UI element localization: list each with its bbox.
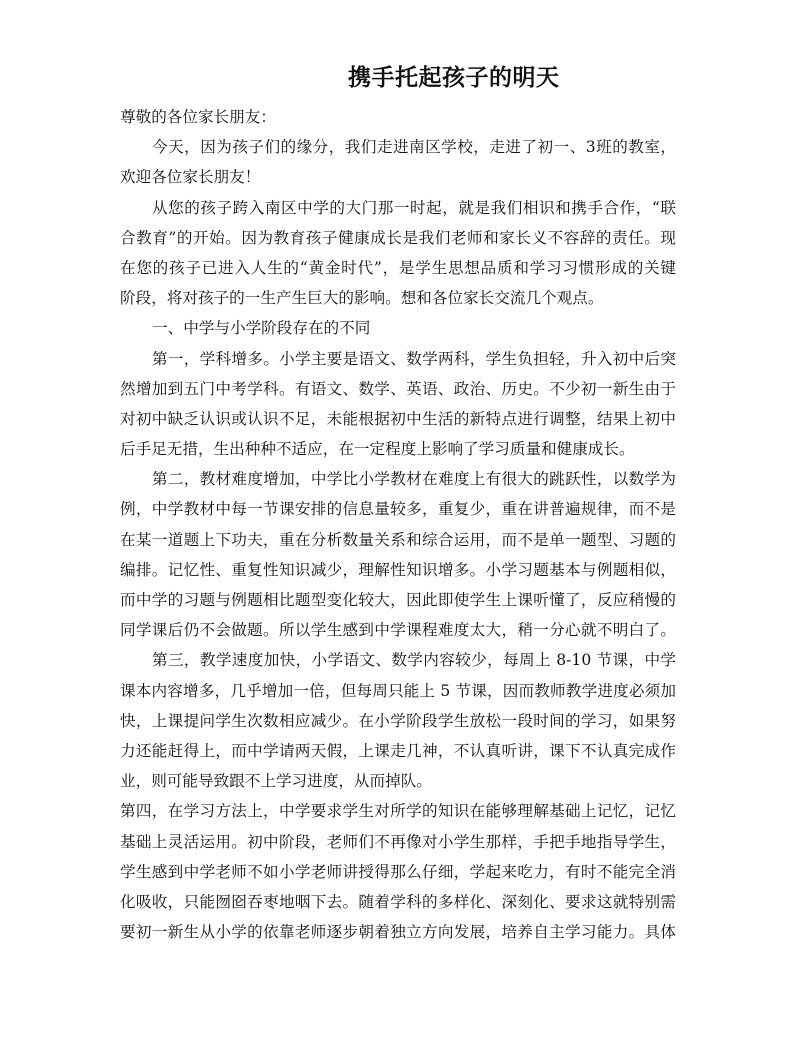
text-line: 然增加到五门中考学科。有语文、数学、英语、政治、历史。不少初一新生由于 [120, 379, 676, 398]
text-line: 要初一新生从小学的依靠老师逐步朝着独立方向发展，培养自主学习能力。具体 [120, 923, 676, 942]
text-line: 课本内容增多，几乎增加一倍，但每周只能上 5 节课，因而教师教学进度必须加 [120, 681, 676, 700]
text-line: 快，上课提问学生次数相应减少。在小学阶段学生放松一段时间的学习，如果努 [120, 711, 676, 730]
text-line: 编排。记忆性、重复性知识减少，理解性知识增多。小学习题基本与例题相似， [120, 560, 676, 579]
document-page [120, 60, 676, 947]
text-line: 阶段，将对孩子的一生产生巨大的影响。想和各位家长交流几个观点。 [120, 289, 604, 308]
text-line: 第三，教学速度加快，小学语文、数学内容较少，每周上 8-10 节课，中学 [152, 651, 676, 670]
text-line: 在某一道题上下功夫，重在分析数量关系和综合运用，而不是单一题型、习题的 [120, 530, 676, 549]
text-line: 第二，教材难度增加，中学比小学教材在难度上有很大的跳跃性，以数学为 [152, 470, 676, 489]
text-line: 基础上灵活运用。初中阶段，老师们不再像对小学生那样，手把手地指导学生， [120, 832, 676, 851]
text-line: 从您的孩子跨入南区中学的大门那一时起，就是我们相识和携手合作，“联 [152, 198, 676, 217]
page-title: 携手托起孩子的明天 [348, 64, 560, 91]
text-line: 业，则可能导致跟不上学习进度，从而掉队。 [120, 772, 432, 791]
text-line: 化吸收，只能囫囵吞枣地咽下去。随着学科的多样化、深刻化、要求这就特别需 [120, 892, 676, 911]
text-line: 一、中学与小学阶段存在的不同 [152, 319, 371, 338]
text-line: 同学课后仍不会做题。所以学生感到中学课程难度太大，稍一分心就不明白了。 [120, 621, 676, 640]
text-line: 合教育”的开始。因为教育孩子健康成长是我们老师和家长义不容辞的责任。现 [120, 228, 676, 247]
text-line: 而中学的习题与例题相比题型变化较大，因此即使学生上课听懂了，反应稍慢的 [120, 591, 676, 609]
text-line: 第一，学科增多。小学主要是语文、数学两科，学生负担轻，升入初中后突 [152, 349, 676, 368]
text-line: 例，中学教材中每一节课安排的信息量较多，重复少，重在讲普遍规律，而不是 [120, 500, 676, 519]
text-line: 力还能赶得上，而中学请两天假，上课走几神，不认真听讲，课下不认真完成作 [120, 741, 676, 760]
document-body [120, 102, 676, 947]
text-line: 第四，在学习方法上，中学要求学生对所学的知识在能够理解基础上记忆，记忆 [120, 802, 676, 821]
text-line: 在您的孩子已进入人生的“黄金时代”，是学生思想品质和学习习惯形成的关键 [120, 258, 676, 277]
text-line: 尊敬的各位家长朋友： [120, 108, 276, 126]
text-line: 学生感到中学老师不如小学老师讲授得那么仔细，学起来吃力，有时不能完全消 [120, 862, 676, 881]
text-line: 对初中缺乏认识或认识不足，未能根据初中生活的新特点进行调整，结果上初中 [120, 409, 676, 428]
text-line: 后手足无措，生出种种不适应，在一定程度上影响了学习质量和健康成长。 [120, 440, 635, 459]
text-line: 今天，因为孩子们的缘分，我们走进南区学校，走进了初一、3班的教室， [152, 138, 676, 157]
text-line: 欢迎各位家长朋友！ [120, 168, 261, 187]
